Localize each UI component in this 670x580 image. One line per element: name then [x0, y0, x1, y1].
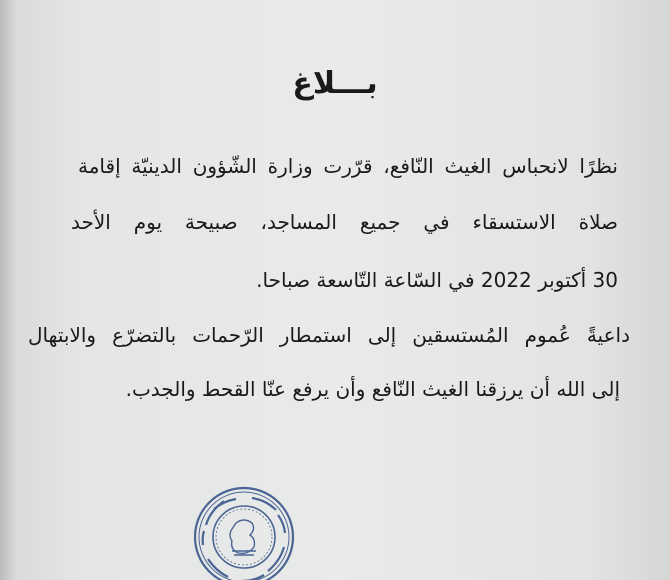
official-seal-icon [192, 485, 296, 580]
body-line-1: نظرًا لانحباس الغيث النّافع، قرّرت وزارة الشّؤون الدينيّة إقامة [78, 154, 618, 178]
body-line-4: داعيةً عُموم المُستسقين إلى استمطار الرّحمات بالتضرّع والابتهال [28, 323, 630, 347]
body-line-5: إلى الله أن يرزقنا الغيث النّافع وأن يرفع عنّا القحط والجدب. [125, 377, 620, 401]
body-line-3: 30 أكتوبر 2022 في السّاعة التّاسعة صباحا. [256, 268, 618, 292]
announcement-title: بـــلاغ [292, 66, 378, 101]
body-line-2: صلاة الاستسقاء في جميع المساجد، صبيحة يوم الأحد [71, 210, 618, 234]
